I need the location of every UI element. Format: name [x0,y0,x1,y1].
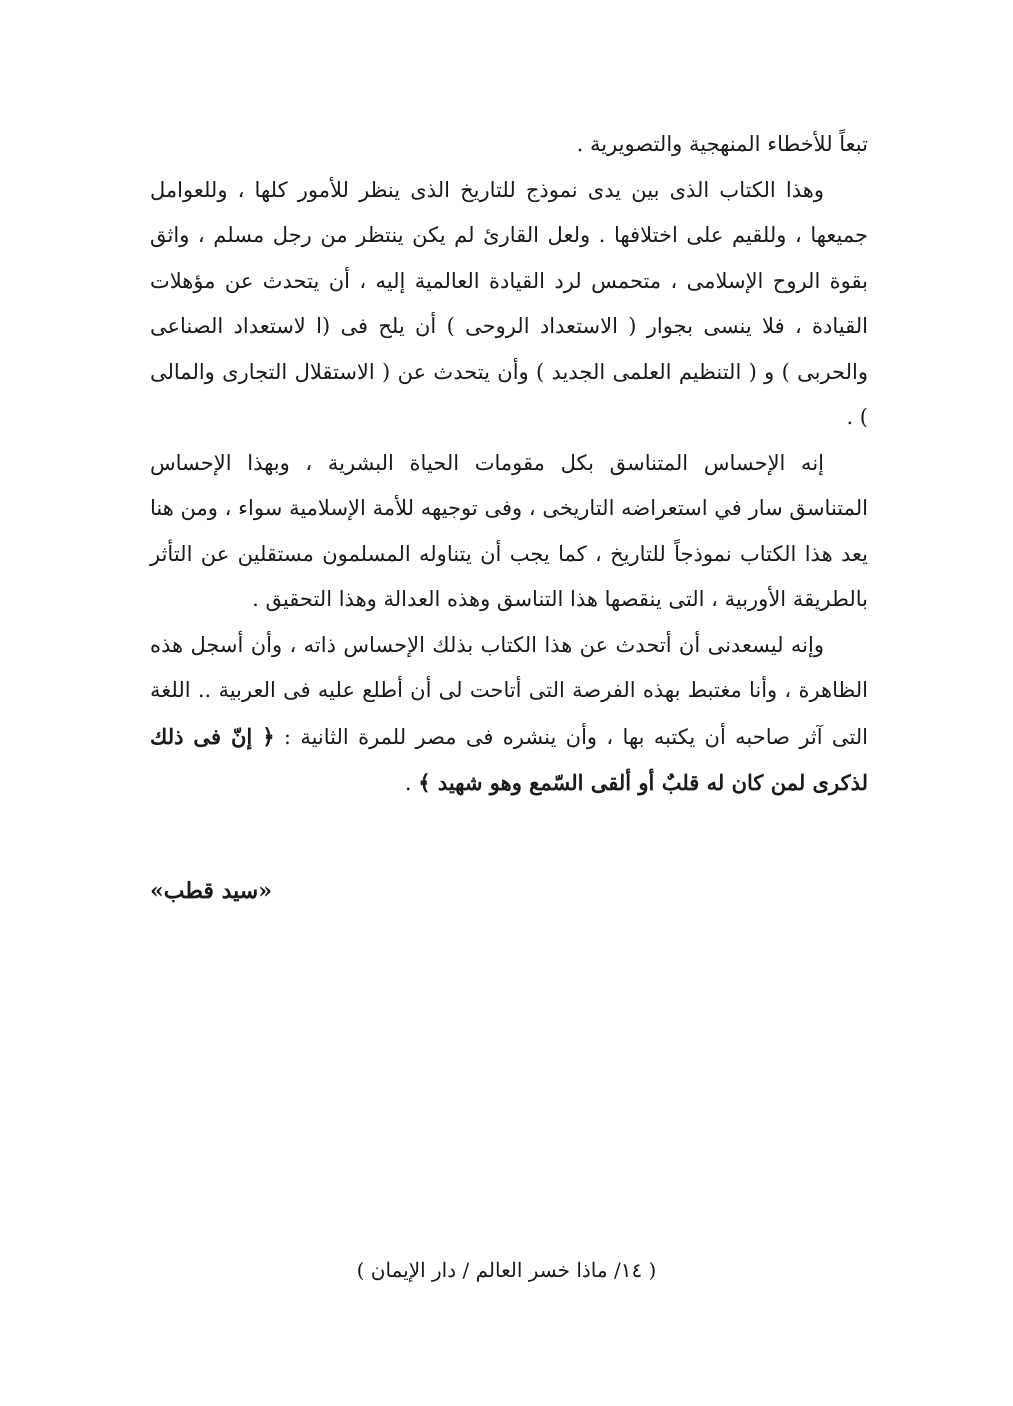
paragraph-2: وهذا الكتاب الذى بين يدى نموذج للتاريخ الذى ينظر للأمور كلها ، وللعوامل جميعها ، وللقيم على اختلافها . ولعل القارئ لم يكن ينتظر من رجل مسلم ، واثق بقوة الروح الإسلامى ، متحمس لرد القيادة العالمية إليه ، أن يتحدث عن مؤهلات القيادة ، فلا ينسى بجوار ( الاستعداد الروحى ) أن يلح فى (ا لاستعداد الصناعى والحربى ) و ( التنظيم العلمى الجديد ) وأن يتحدث عن ( الاستقلال التجارى والمالى ) . [150,177,868,429]
paragraph-1: تبعاً للأخطاء المنهجية والتصويرية . [576,132,868,156]
quranic-quote: ﴿ إنّ فى ذلك لذكرى لمن كان له قلبٌ أو ألقى السّمع وهو شهيد ﴾ [150,723,868,795]
page-footer: ( ١٤/ ماذا خسر العالم / دار الإيمان ) [356,1258,657,1282]
main-text [150,122,868,807]
paragraph-4-end: . [404,771,419,795]
paragraph-3: إنه الإحساس المتناسق بكل مقومات الحياة البشرية ، وبهذا الإحساس المتناسق سار في استعراضه التاريخى ، وفى توجيهه للأمة الإسلامية سواء ، ومن هنا يعد هذا الكتاب نموذجاً للتاريخ ، كما يجب أن يتناوله المسلمون مستقلين عن التأثر بالطريقة الأوربية ، التى ينقصها هذا التناسق وهذه العدالة وهذا التحقيق . [150,450,868,611]
author-signature: «سيد قطب» [150,878,272,904]
paragraph-4 [150,623,868,807]
paragraph-4-text: وإنه ليسعدنى أن أتحدث عن هذا الكتاب بذلك الإحساس ذاته ، وأن أسجل هذه الظاهرة ، وأنا مغتبط بهذه الفرصة التى أتاحت لى أن أطلع عليه فى العربية .. اللغة التى آثر صاحبه أن يكتبه بها ، وأن ينشره فى مصر للمرة الثانية : [150,632,869,749]
